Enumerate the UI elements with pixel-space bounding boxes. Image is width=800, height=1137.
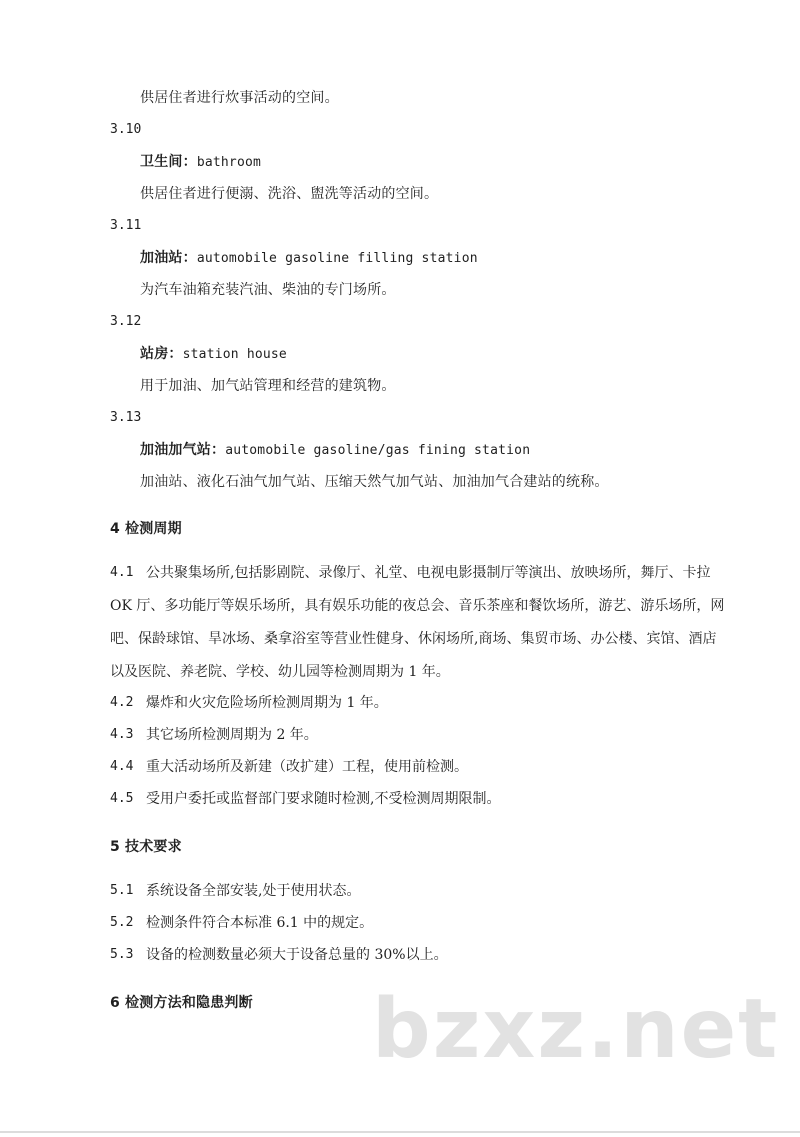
clause-text-4-1-line1: 公共聚集场所,包括影剧院、录像厅、礼堂、电视电影摄制厅等演出、放映场所，舞厅、卡拉 bbox=[146, 565, 711, 581]
definition-3-12: 用于加油、加气站管理和经营的建筑物。 bbox=[140, 378, 396, 394]
term-en: bathroom bbox=[196, 155, 262, 170]
term-number-3-13: 3.13 bbox=[110, 410, 142, 425]
term-number-3-12: 3.12 bbox=[110, 314, 142, 329]
clause-number-4-5: 4.5 bbox=[110, 791, 134, 806]
term-zh: 站房： bbox=[140, 346, 183, 362]
definition-3-9: 供居住者进行炊事活动的空间。 bbox=[140, 90, 339, 106]
clause-text-4-5: 受用户委托或监督部门要求随时检测,不受检测周期限制。 bbox=[146, 791, 501, 807]
clause-text-5-1: 系统设备全部安装,处于使用状态。 bbox=[146, 883, 361, 899]
clause-text-5-2: 检测条件符合本标准 6.1 中的规定。 bbox=[146, 915, 374, 931]
clause-text-4-1-line4: 以及医院、养老院、学校、幼儿园等检测周期为 1 年。 bbox=[110, 664, 450, 680]
page-bottom-rule bbox=[0, 1131, 800, 1133]
clause-text-4-1-line3: 吧、保龄球馆、旱冰场、桑拿浴室等营业性健身、休闲场所,商场、集贸市场、办公楼、宾馆、酒店 bbox=[110, 631, 717, 647]
term-zh: 加油加气站： bbox=[140, 442, 226, 458]
clause-number-5-1: 5.1 bbox=[110, 883, 134, 898]
term-title-3-13 bbox=[140, 441, 530, 460]
clause-number-5-3: 5.3 bbox=[110, 947, 134, 962]
term-en: automobile gasoline/gas fining station bbox=[225, 443, 531, 458]
term-title-3-12 bbox=[140, 345, 287, 364]
term-title-3-10 bbox=[140, 153, 261, 172]
section-heading-4: 4 检测周期 bbox=[110, 521, 182, 537]
section-heading-5: 5 技术要求 bbox=[110, 839, 182, 855]
clause-number-4-1: 4.1 bbox=[110, 565, 134, 580]
clause-text-4-4: 重大活动场所及新建（改扩建）工程，使用前检测。 bbox=[146, 759, 468, 775]
clause-number-4-2: 4.2 bbox=[110, 695, 134, 710]
definition-3-11: 为汽车油箱充装汽油、柴油的专门场所。 bbox=[140, 282, 396, 298]
clause-number-4-4: 4.4 bbox=[110, 759, 134, 774]
clause-text-5-3: 设备的检测数量必须大于设备总量的 30%以上。 bbox=[146, 947, 448, 963]
term-number-3-10: 3.10 bbox=[110, 122, 142, 137]
term-en: automobile gasoline filling station bbox=[196, 251, 478, 266]
clause-text-4-2: 爆炸和火灾危险场所检测周期为 1 年。 bbox=[146, 695, 388, 711]
clause-number-4-3: 4.3 bbox=[110, 727, 134, 742]
term-title-3-11 bbox=[140, 249, 478, 268]
definition-3-10: 供居住者进行便溺、洗浴、盥洗等活动的空间。 bbox=[140, 186, 439, 202]
clause-text-4-1-line2: OK 厅、多功能厅等娱乐场所，具有娱乐功能的夜总会、音乐茶座和餐饮场所，游艺、游乐场所，网 bbox=[110, 598, 725, 614]
clause-text-4-3: 其它场所检测周期为 2 年。 bbox=[146, 727, 318, 743]
term-zh: 加油站： bbox=[140, 250, 197, 266]
site-watermark: bzxz.net bbox=[372, 982, 780, 1077]
definition-3-13: 加油站、液化石油气加气站、压缩天然气加气站、加油加气合建站的统称。 bbox=[140, 474, 609, 490]
clause-number-5-2: 5.2 bbox=[110, 915, 134, 930]
term-zh: 卫生间： bbox=[140, 154, 197, 170]
section-heading-6: 6 检测方法和隐患判断 bbox=[110, 995, 253, 1011]
term-en: station house bbox=[182, 347, 287, 362]
term-number-3-11: 3.11 bbox=[110, 218, 142, 233]
